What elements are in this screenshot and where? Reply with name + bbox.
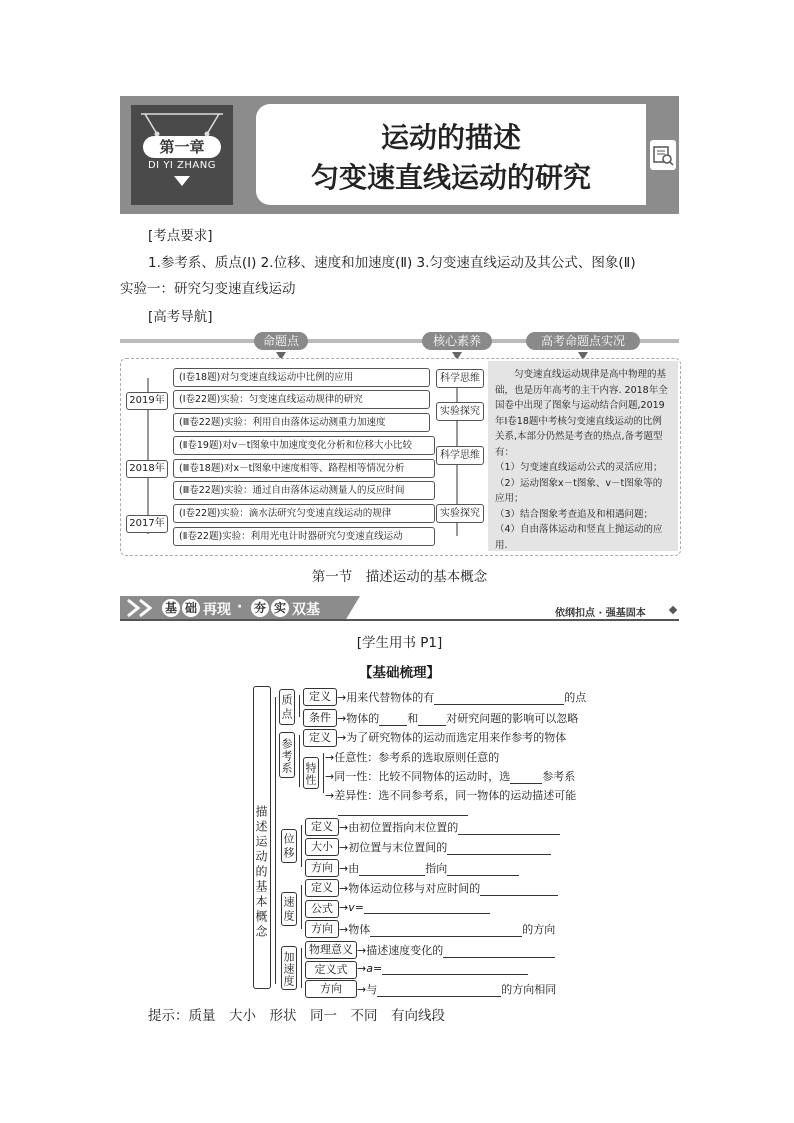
student-book-ref: [学生用书 P1]	[356, 635, 443, 651]
year-2019: 2019年	[126, 392, 168, 410]
answer-blank	[338, 815, 468, 816]
sudu-direction: →物体 的方向	[339, 923, 556, 936]
guide-heading: [高考导航]	[148, 309, 213, 325]
sudu-formula: →v=	[339, 901, 490, 914]
label-definition: 定义	[305, 818, 339, 836]
guide-item: (Ⅰ卷22题)实验：匀变速直线运动规律的研究	[173, 390, 430, 409]
label-direction: 方向	[305, 920, 339, 938]
guide-item: (Ⅱ卷22题)实验：利用光电计时器研究匀变速直线运动	[173, 527, 435, 546]
group-sudu: 速度	[281, 892, 297, 926]
year-2017: 2017年	[126, 515, 168, 533]
label-condition: 条件	[303, 709, 337, 727]
bracket	[299, 695, 300, 717]
group-weiyi: 位移	[281, 829, 297, 863]
banner-char: 基	[162, 599, 180, 617]
section-rule	[120, 619, 679, 621]
banner-dot: ·	[237, 599, 243, 615]
label-definition: 定义	[303, 729, 337, 747]
label-defining-equation: 定义式	[305, 961, 357, 979]
section-title: 第一节 描述运动的基本概念	[311, 569, 488, 585]
label-definition: 定义	[305, 879, 339, 897]
bracket	[301, 825, 302, 867]
book-search-icon[interactable]	[650, 140, 676, 170]
banner-text: 再现	[203, 602, 231, 618]
double-chevron-icon	[124, 598, 160, 618]
year-2018: 2018年	[126, 460, 168, 478]
weiyi-definition: →由初位置指向末位置的	[339, 819, 560, 835]
guide-column-propositions: 命题点	[254, 332, 308, 350]
label-physical-meaning: 物理意义	[305, 941, 357, 959]
subheading: 【基础梳理】	[359, 665, 440, 681]
skill-tag: 实验探究	[436, 402, 484, 421]
analysis-point: （4）自由落体运动和竖直上抛运动的应用.	[495, 524, 663, 551]
label-direction: 方向	[305, 859, 339, 877]
guide-item: (Ⅲ卷18题)对x－t图象中速度相等、路程相等情况分析	[173, 459, 435, 478]
sudu-definition: →物体运动位移与对应时间的	[339, 880, 558, 896]
chapter-title-line1: 运动的描述	[380, 121, 521, 154]
characteristic-1: →任意性：参考系的选取原则任意的	[325, 751, 500, 764]
label-characteristics: 特性	[303, 757, 319, 789]
label-definition: 定义	[303, 688, 337, 706]
group-cankaoxi: 参考系	[279, 732, 295, 778]
bracket	[301, 948, 302, 988]
bracket	[299, 735, 300, 787]
chapter-number: 第一章	[143, 136, 221, 158]
requirements-line1: 1.参考系、质点(Ⅰ) 2.位移、速度和加速度(Ⅱ) 3.匀变速直线运动及其公式、图象(Ⅱ)	[148, 255, 636, 271]
analysis-point: （3）结合图象考查追及和相遇问题；	[495, 508, 654, 520]
guide-item: (Ⅲ卷22题)实验：利用自由落体运动测重力加速度	[173, 413, 430, 432]
label-magnitude: 大小	[305, 838, 339, 856]
group-jiasudu: 加速度	[281, 946, 297, 990]
label-direction: 方向	[305, 980, 357, 998]
label-formula: 公式	[305, 900, 339, 918]
weiyi-magnitude: →初位置与末位置间的	[339, 839, 551, 855]
banner-char: 夯	[251, 599, 269, 617]
characteristic-3: →差异性：选不同参考系，同一物体的运动描述可能	[325, 789, 577, 802]
answer-hint: 提示：质量 大小 形状 同一 不同 有向线段	[148, 1008, 445, 1024]
weiyi-direction: →由 指向	[339, 860, 519, 876]
guide-item: (Ⅲ卷22题)实验：通过自由落体运动测量人的反应时间	[173, 481, 435, 500]
skill-tag: 实验探究	[436, 504, 484, 523]
guide-item: (Ⅰ卷22题)实验：滴水法研究匀变速直线运动的规律	[173, 504, 435, 523]
analysis-point: （1）匀变速直线运动公式的灵活应用；	[495, 462, 663, 473]
concept-root: 描述运动的基本概念	[253, 686, 271, 989]
zhidian-definition: →用来代替物体的有 的点	[337, 691, 587, 704]
chapter-title-line2: 匀变速直线运动的研究	[310, 161, 591, 194]
analysis-point: （2）运动图象x－t图象、v－t图象等的应用；	[495, 477, 663, 504]
exam-analysis	[488, 361, 678, 551]
skill-tag: 科学思维	[436, 369, 484, 388]
triangle-down-icon	[174, 176, 190, 186]
zhidian-condition: →物体的 和 对研究问题的影响可以忽略	[337, 712, 579, 725]
banner-text: 双基	[292, 602, 320, 618]
guide-item: (Ⅰ卷18题)对匀变速直线运动中比例的应用	[173, 368, 430, 387]
chapter-pinyin: DI YI ZHANG	[147, 160, 216, 171]
skill-tag: 科学思维	[436, 446, 484, 465]
root-spine	[275, 697, 276, 984]
guide-item: (Ⅱ卷19题)对v－t图象中加速度变化分析和位移大小比较	[173, 436, 435, 455]
jiasudu-meaning: →描述速度变化的	[357, 942, 555, 958]
requirements-heading: [考点要求]	[148, 228, 213, 244]
bracket	[323, 753, 324, 793]
characteristic-2: →同一性：比较不同物体的运动时，选 参考系	[325, 770, 576, 783]
jiasudu-direction: →与 的方向相同	[357, 983, 557, 996]
badge-ornament	[137, 112, 227, 138]
analysis-paragraph: 匀变速直线运动规律是高中物理的基础，也是历年高考的主干内容. 2018年全国卷中出现了图象与运动结合问题,2019年Ⅰ卷18题中考核匀变速直线运动的比例关系,本部分仍然是考查的热点,备考题型有：	[495, 369, 668, 458]
diamond-icon	[669, 606, 677, 614]
guide-column-exam-facts: 高考命题点实况	[526, 332, 640, 350]
requirements-line2: 实验一：研究匀变速直线运动	[120, 281, 296, 297]
banner-char: 础	[182, 599, 200, 617]
group-zhidian: 质点	[279, 689, 295, 725]
bracket	[301, 885, 302, 929]
cankaoxi-definition: →为了研究物体的运动而选定用来作参考的物体	[337, 731, 567, 744]
banner-char: 实	[271, 599, 289, 617]
jiasudu-formula: →a=	[357, 962, 528, 975]
banner-right-text: 依纲扣点 · 强基固本	[555, 608, 646, 619]
guide-column-competency: 核心素养	[422, 332, 492, 350]
